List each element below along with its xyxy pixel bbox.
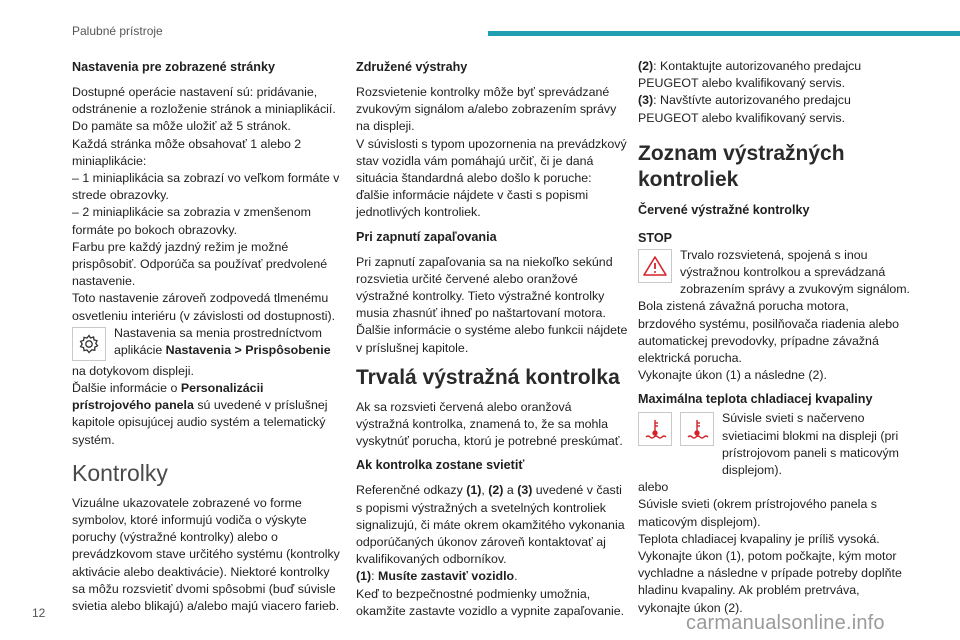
- heading-warning-list: Zoznam výstražných kontroliek: [638, 141, 845, 191]
- paragraph: Súvisle svieti s načerveno svietiacimi blokmi na displeji (pri prístrojovom paneli s maticovým displejom).: [722, 411, 899, 478]
- watermark: carmanualsonline.info: [686, 612, 885, 634]
- paragraph: Nastavenia sa menia prostredníctvom aplikácie Nastavenia > Prispôsobenie: [114, 325, 331, 358]
- heading-combined-warnings: Združené výstrahy: [356, 60, 468, 74]
- heading-page-settings: Nastavenia pre zobrazené stránky: [72, 60, 275, 74]
- paragraph: na dotykovom displeji.: [72, 363, 194, 378]
- gear-icon: [72, 327, 106, 361]
- paragraph: Vizuálne ukazovatele zobrazené vo forme symbolov, ktoré informujú vodiča o výskyte poruchy (výstražné kontrolky) alebo o prevádzkovom stave určitého systému (kontrolky aktivácie alebo deaktivácie). Niektoré kontrolky sa môžu rozsvietiť dvomi spôsobmi (buď súvisle svietia alebo blikajú) a/alebo majú viacero farieb.: [72, 495, 340, 614]
- paragraph: Súvisle svieti (okrem prístrojového panela s maticovým displejom).: [638, 497, 877, 529]
- heading-stop: STOP: [638, 230, 673, 245]
- column-1: [72, 58, 344, 615]
- paragraph: Keď to bezpečnostné podmienky umožnia, okamžite zastavte vozidlo a vypnite zapaľovanie.: [356, 586, 625, 618]
- coolant-temperature-icon: [638, 412, 672, 446]
- paragraph: V súvislosti s typom upozornenia na prevádzkový stav vozidla vám pomáhajú určiť, či je daná situácia štandardná alebo došlo k poruche: ďalšie informácie nájdete v časti s popismi jednotlivých kontroliek.: [356, 136, 627, 220]
- paragraph: Rozsvietenie kontrolky môže byť sprevádzané zvukovým signálom a/alebo zobrazením správy na displeji.: [356, 85, 617, 134]
- settings-note: [72, 325, 344, 363]
- paragraph: Vykonajte úkon (1), potom počkajte, kým motor vychladne a následne v prípade potreby doplňte hladinu kvapaliny. Ak problém pretrváva, vykonajte úkon (2).: [638, 549, 902, 615]
- warning-triangle-icon: [638, 249, 672, 283]
- column-3: [638, 58, 910, 617]
- paragraph: – 2 miniaplikácie sa zobrazia v zmenšenom formáte po bokoch obrazovky.: [72, 205, 311, 237]
- paragraph: Bola zistená závažná porucha motora, brzdového systému, posilňovača riadenia alebo automatickej prevodovky, prípadne závažná elektrická porucha.: [638, 299, 900, 366]
- paragraph: Referenčné odkazy (1), (2) a (3) uvedené v časti s popismi výstražných a svetelných kontroliek signalizujú, či máte okrem okamžitého vykonania odporúčaných úkonov zároveň kontaktovať aj kvalifikovaných odborníkov.: [356, 483, 625, 567]
- paragraph: Farbu pre každý jazdný režim je možné prispôsobiť. Odporúča sa používať predvolené nastavenie.: [72, 239, 328, 289]
- paragraph: Každá stránka môže obsahovať 1 alebo 2 miniaplikácie:: [72, 136, 302, 168]
- heading-red-warnings: Červené výstražné kontrolky: [638, 202, 810, 217]
- paragraph: (2): Kontaktujte autorizovaného predajcu PEUGEOT alebo kvalifikovaný servis.: [638, 59, 862, 91]
- running-header: Palubné prístroje: [72, 24, 163, 38]
- paragraph: Trvalo rozsvietená, spojená s inou výstražnou kontrolkou a sprevádzaná zobrazením správy a zvukovým signálom.: [680, 247, 911, 297]
- paragraph: (3): Navštívte autorizovaného predajcu PEUGEOT alebo kvalifikovaný servis.: [638, 93, 851, 125]
- paragraph: – 1 miniaplikácia sa zobrazí vo veľkom formáte v strede obrazovky.: [72, 171, 340, 203]
- paragraph: alebo: [638, 480, 669, 495]
- paragraph: (1): Musíte zastaviť vozidlo.: [356, 569, 518, 584]
- header-accent-bar: [488, 31, 960, 36]
- paragraph: Dostupné operácie nastavení sú: pridávanie, odstránenie a rozloženie stránok a miniaplikácií. Do pamäte sa môže uložiť až 5 stránok.: [72, 85, 336, 134]
- paragraph: Vykonajte úkon (1) a následne (2).: [638, 368, 827, 383]
- page-number: 12: [32, 606, 46, 620]
- paragraph: Toto nastavenie zároveň zodpovedá tlmenému osvetleniu interiéru (v závislosti od dostupnosti).: [72, 291, 336, 323]
- paragraph: Ďalšie informácie o Personalizácii prístrojového panela sú uvedené v príslušnej kapitole opisujúcej audio systém a telematický systém.: [72, 381, 328, 447]
- paragraph: Ďalšie informácie o systéme alebo funkcii nájdete v príslušnej kapitole.: [356, 323, 628, 355]
- coolant-note: [638, 410, 910, 479]
- paragraph: Pri zapnutí zapaľovania sa na niekoľko sekúnd rozsvietia určité červené alebo oranžové výstražné kontrolky. Tieto výstražné kontrolky musia zhasnúť ihneď po naštartovaní motora.: [356, 254, 613, 321]
- paragraph: Ak sa rozsvieti červená alebo oranžová výstražná kontrolka, znamená to, že sa mohla vyskytnúť porucha, ktorú je potrebné preskúmať.: [356, 399, 623, 449]
- heading-warning-lamps: Kontrolky: [72, 459, 168, 486]
- heading-lamp-stays-on: Ak kontrolka zostane svietiť: [356, 458, 525, 473]
- paragraph: Teplota chladiacej kvapaliny je príliš vysoká.: [638, 531, 880, 546]
- coolant-temperature-icon: [680, 412, 714, 446]
- stop-note: [638, 247, 910, 299]
- heading-ignition-on: Pri zapnutí zapaľovania: [356, 229, 497, 244]
- column-2: [356, 58, 628, 620]
- heading-permanent-warning: Trvalá výstražná kontrolka: [356, 365, 620, 389]
- heading-coolant-temp: Maximálna teplota chladiacej kvapaliny: [638, 392, 873, 407]
